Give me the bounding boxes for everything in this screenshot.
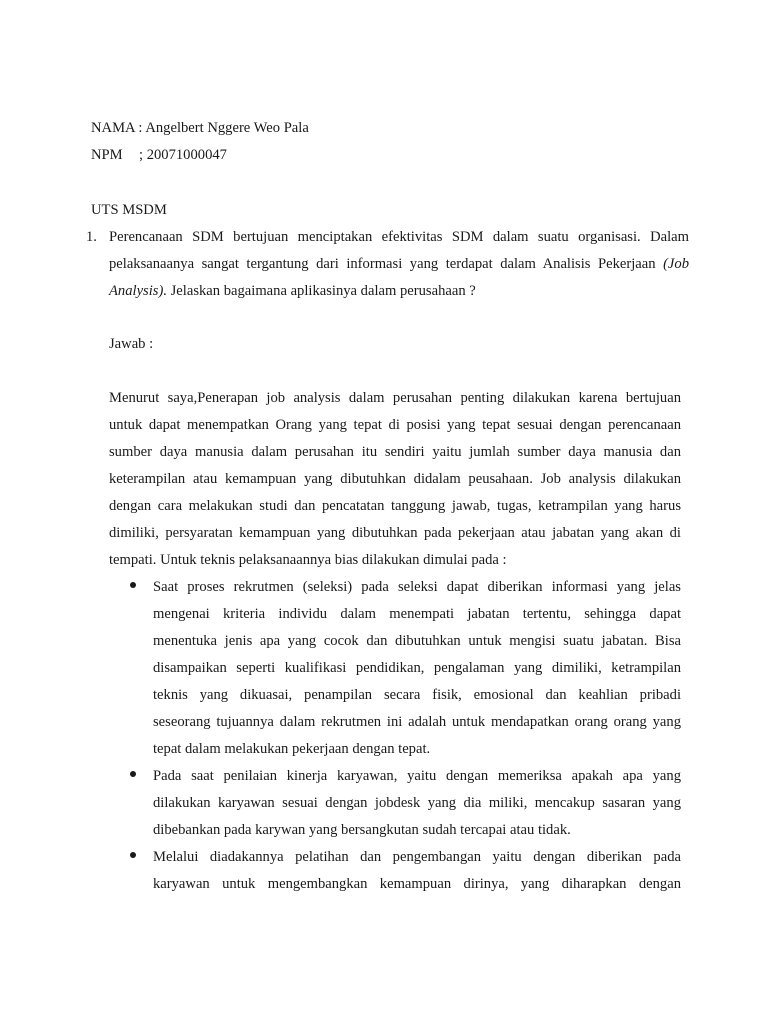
question-line — [109, 254, 689, 274]
question-line: Perencanaan SDM bertujuan menciptakan efektivitas SDM dalam suatu organisasi. Dalam — [109, 229, 689, 245]
bullet-line: Melalui diadakannya pelatihan dan pengembangan yaitu dengan diberikan pada — [153, 849, 681, 865]
course-title: UTS MSDM — [91, 202, 167, 218]
student-name: NAMA : Angelbert Nggere Weo Pala — [91, 120, 309, 136]
bullet-line: menentuka jenis apa yang cocok dan dibutuhkan untuk mengisi suatu jabatan. Bisa — [153, 633, 681, 649]
bullet-line: dibebankan pada karywan yang bersangkutan sudah tercapai atau tidak. — [153, 822, 571, 838]
npm-value: ; 20071000047 — [139, 147, 227, 163]
question-text: pelaksanaanya sangat tergantung dari informasi yang terdapat dalam Analisis Pekerjaan — [109, 256, 656, 272]
bullet-line: Saat proses rekrutmen (seleksi) pada seleksi dapat diberikan informasi yang jelas — [153, 579, 681, 595]
bullet-line: karyawan untuk mengembangkan kemampuan dirinya, yang diharapkan dengan — [153, 876, 681, 892]
student-npm — [91, 145, 227, 165]
bullet-line: disampaikan seperti kualifikasi pendidikan, pengalaman yang dimiliki, ketrampilan — [153, 660, 681, 676]
question-italic-term: Analysis). — [109, 283, 167, 299]
paragraph-line: tempati. Untuk teknis pelaksanaannya bias dilakukan dimulai pada : — [109, 552, 507, 568]
bullet-line: seseorang tujuannya dalam rekrutmen ini adalah untuk mendapatkan orang orang yang — [153, 714, 681, 730]
bullet-line: Pada saat penilaian kinerja karyawan, yaitu dengan memeriksa apakah apa yang — [153, 768, 681, 784]
bullet-line: mengenai kriteria individu dalam menempati jabatan tertentu, sehingga dapat — [153, 606, 681, 622]
question-number: 1. — [86, 229, 97, 245]
paragraph-line: untuk dapat menempatkan Orang yang tepat di posisi yang tepat sesuai dengan perencanaan — [109, 417, 681, 433]
paragraph-line: dimiliki, persyaratan kemampuan yang dibutuhkan pada pekerjaan atau jabatan yang akan di — [109, 525, 681, 541]
answer-label: Jawab : — [109, 336, 154, 352]
paragraph-line: keterampilan atau kemampuan yang dibutuhkan didalam peusahaan. Job analysis dilakukan — [109, 471, 681, 487]
paragraph-line: sumber daya manusia dalam perusahan itu sendiri yaitu jumlah sumber daya manusia dan — [109, 444, 681, 460]
paragraph-line: Menurut saya,Penerapan job analysis dalam perusahan penting dilakukan karena bertujuan — [109, 390, 681, 406]
bullet-icon — [130, 852, 136, 858]
question-text: Jelaskan bagaimana aplikasinya dalam perusahaan ? — [170, 283, 476, 299]
bullet-icon — [130, 582, 136, 588]
bullet-line: dilakukan karyawan sesuai dengan jobdesk yang dia miliki, mencakup sasaran yang — [153, 795, 681, 811]
question-italic-term: (Job — [663, 256, 689, 272]
question-line — [109, 281, 476, 301]
bullet-line: tepat dalam melakukan pekerjaan dengan tepat. — [153, 741, 431, 757]
npm-label: NPM — [91, 147, 123, 163]
bullet-icon — [130, 771, 136, 777]
bullet-line: teknis yang dikuasai, penampilan secara fisik, emosional dan keahlian pribadi — [153, 687, 681, 703]
paragraph-line: dengan cara melakukan studi dan pencatatan tanggung jawab, tugas, ketrampilan yang harus — [109, 498, 681, 514]
